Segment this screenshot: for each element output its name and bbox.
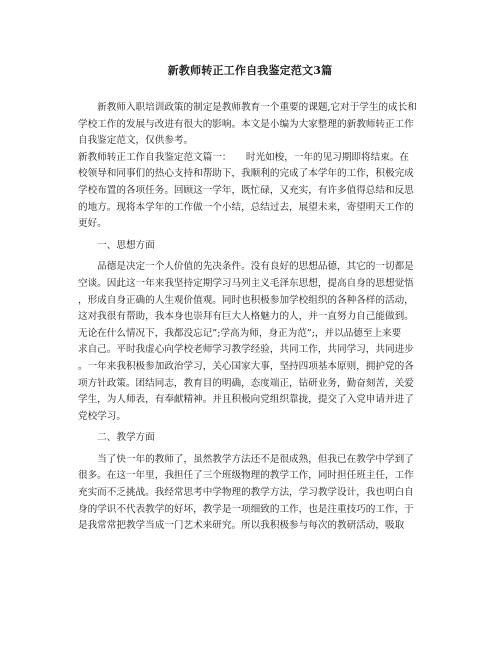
body-line: ，形成自身正确的人生观价值观。同时也积极参加学校组织的各种各样的活动， (78, 294, 414, 306)
body-line: 品德是决定一个人价值的先决条件。没有良好的思想品德，其它的一切都是 (78, 261, 414, 273)
body-line: 无论在什么情况下，我都没忘记”;学高为师，身正为范”;，并以品德至上来要 (78, 327, 402, 339)
body-line: 空谈。因此这一年来我坚持定期学习马列主义毛泽东思想，提高自身的思想觉悟 (78, 277, 414, 289)
body-line: 项方针政策。团结同志，教育目的明确，态度端正，钻研业务，勤奋刻苦，关爱 (78, 377, 414, 389)
body-line: 学生，为人师表，有奉献精神。并且积极向党组织靠拢，提交了入党申请并进了 (78, 394, 414, 406)
body-line: 。一年来我积极参加政治学习，关心国家大事，坚持四项基本原则，拥护党的各 (78, 360, 414, 372)
body-line: 的地方。现将本学年的工作做一个小结，总结过去，展望未来，寄望明天工作的 (78, 201, 414, 213)
body-line: 这对我很有帮助，我本身也崇拜有巨大人格魅力的人，并一直努力自己能做到。 (78, 311, 414, 323)
body-line: 学校布置的各项任务。回顾这一学年，既忙碌，又充实，有许多值得总结和反思 (78, 184, 414, 196)
body-line: 自我鉴定范文，仅供参考。 (78, 135, 194, 147)
body-line: 当了快一年的教师了，虽然教学方法还不是很成熟，但我已在教学中学到了 (78, 453, 414, 465)
section-heading: 二、教学方面 (78, 432, 155, 444)
section-heading: 一、思想方面 (78, 239, 155, 251)
document-body (78, 100, 428, 535)
body-line: 求自己。平时我虚心向学校老师学习教学经验，共同工作，共同学习，共同进步 (78, 344, 414, 356)
body-line: 新教师入职培训政策的制定是教师教育一个重要的课题,它对于学生的成长和 (78, 102, 417, 113)
body-line: 党校学习。 (78, 410, 126, 422)
body-line: 身的学识不代表教学的好坏，教学是一项细致的工作，也是注重技巧的工作，于 (78, 503, 414, 515)
document-title: 新教师转正工作自我鉴定范文3篇 (167, 64, 333, 77)
body-line: 充实而不乏挑战。我经常思考中学物理的教学方法，学习教学设计，我也明白自 (78, 487, 414, 499)
body-line: 学校工作的发展与改进有很大的影响。本文是小编为大家整理的新教师转正工作 (78, 118, 414, 130)
body-line: 新教师转正工作自我鉴定范文篇一： 时光如梭，一年的见习期即将结束。在 (78, 151, 409, 163)
body-line: 更好。 (78, 218, 107, 230)
body-line: 很多。在这一年里，我担任了三个班级物理的教学工作，同时担任班主任，工作 (78, 470, 414, 482)
body-line: 校领导和同事们的热心支持和帮助下，我顺利的完成了本学年的工作，积极完成 (78, 168, 414, 180)
body-line: 是我常常把教学当成一门艺术来研究。所以我积极参与每次的教研活动，吸取 (78, 520, 405, 532)
